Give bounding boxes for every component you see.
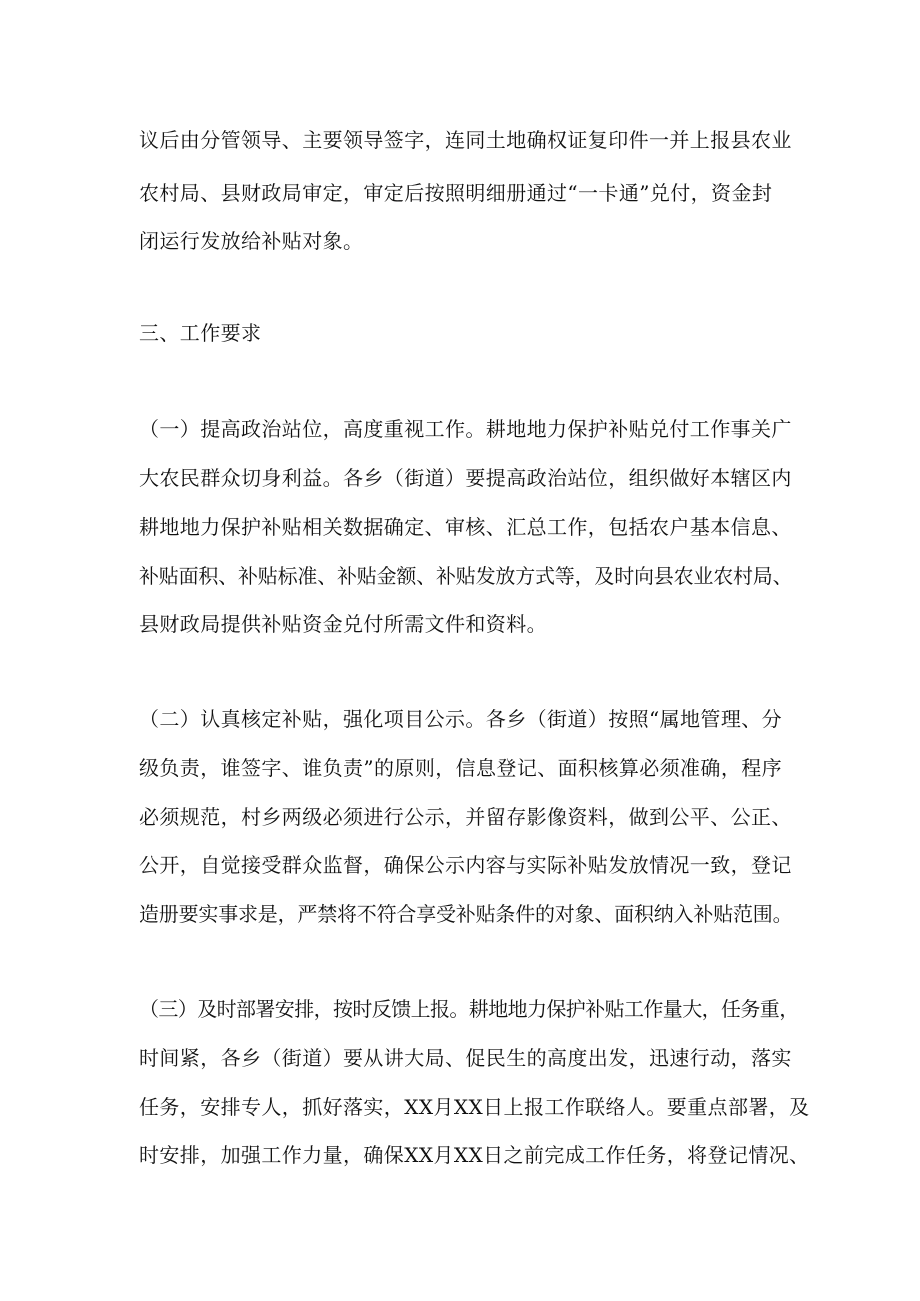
section-heading: 三、工作要求 xyxy=(139,321,262,345)
text-line: 造册要实事求是，严禁将不符合享受补贴条件的对象、面积纳入补贴范围。 xyxy=(139,902,793,926)
text-line: 大农民群众切身利益。各乡（街道）要提高政治站位，组织做好本辖区内 xyxy=(139,466,792,490)
text-line: （三）及时部署安排，按时反馈上报。耕地地力保护补贴工作量大，任务重， xyxy=(139,997,799,1021)
text-line: 时安排，加强工作力量，确保XX月XX日之前完成工作任务，将登记情况、 xyxy=(139,1143,810,1167)
text-line: 必须规范，村乡两级必须进行公示，并留存影像资料，做到公平、公正、 xyxy=(139,805,792,829)
text-line: 农村局、县财政局审定，审定后按照明细册通过“一卡通”兑付，资金封 xyxy=(139,181,773,205)
text-line: 补贴面积、补贴标准、补贴金额、补贴发放方式等，及时向县农业农村局、 xyxy=(139,564,793,588)
text-line: （一）提高政治站位，高度重视工作。耕地地力保护补贴兑付工作事关广 xyxy=(139,417,792,441)
text-line: 县财政局提供补贴资金兑付所需文件和资料。 xyxy=(139,612,547,636)
text-line: 任务，安排专人，抓好落实，XX月XX日上报工作联络人。要重点部署，及 xyxy=(139,1095,810,1119)
text-line: 闭运行发放给补贴对象。 xyxy=(139,229,364,253)
text-line: 议后由分管领导、主要领导签字，连同土地确权证复印件一并上报县农业 xyxy=(139,128,792,152)
text-line: 公开，自觉接受群众监督，确保公示内容与实际补贴发放情况一致，登记 xyxy=(139,853,792,877)
text-line: 耕地地力保护补贴相关数据确定、审核、汇总工作，包括农户基本信息、 xyxy=(139,515,792,539)
text-line: 时间紧，各乡（街道）要从讲大局、促民生的高度出发，迅速行动，落实 xyxy=(139,1046,792,1070)
text-line: （二）认真核定补贴，强化项目公示。各乡（街道）按照“属地管理、分 xyxy=(139,707,783,731)
text-line: 级负责，谁签字、谁负责”的原则，信息登记、面积核算必须准确，程序 xyxy=(139,756,783,780)
